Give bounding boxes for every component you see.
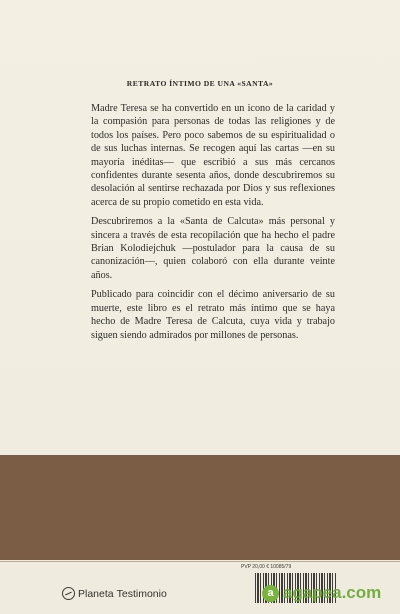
synopsis-paragraph-3: Publicado para coincidir con el décimo aniversario de su muerte, este libro es el retrato más íntimo que se haya hecho de Madre Teresa de Calcuta, cuya vida y trabajo siguen siendo admirados por millones de personas. bbox=[91, 289, 335, 341]
decorative-color-band bbox=[0, 455, 400, 560]
publisher-imprint: Testimonio bbox=[116, 587, 167, 600]
synopsis-paragraph-2: Descubriremos a la «Santa de Calcuta» más personal y sincera a través de esta recopilación que ha hecho el padre Brian Kolodiejchuk —postulador para la causa de su canonización—, quien colaboró con ella durante veinte años. bbox=[91, 216, 335, 281]
cover-heading: RETRATO ÍNTIMO DE UNA «SANTA» bbox=[126, 79, 274, 88]
synopsis-text bbox=[91, 102, 335, 342]
publisher-logo bbox=[62, 587, 167, 600]
synopsis-paragraph-1: Madre Teresa se ha convertido en un icono de la caridad y la compasión para personas de todas las religiones y de todos los países. Pero poco sabemos de su espiritualidad o de sus luchas internas. Se recogen aquí las cartas —en su mayoría inéditas— que escribió a sus más cercanos confidentes durante sesenta años, donde descubriremos su desolación al sentirse rechazada por Dios y sus reflexiones acerca de su propio cometido en esta vida. bbox=[91, 103, 335, 208]
watermark bbox=[262, 583, 381, 603]
price-label: PVP 20,00 € 10085/79 bbox=[241, 564, 292, 570]
agapea-logo-icon: a bbox=[262, 585, 279, 602]
publisher-brand: Planeta bbox=[78, 587, 114, 600]
divider-line bbox=[0, 561, 400, 562]
watermark-text: agapea.com bbox=[283, 583, 382, 602]
planeta-logo-icon bbox=[62, 587, 75, 600]
